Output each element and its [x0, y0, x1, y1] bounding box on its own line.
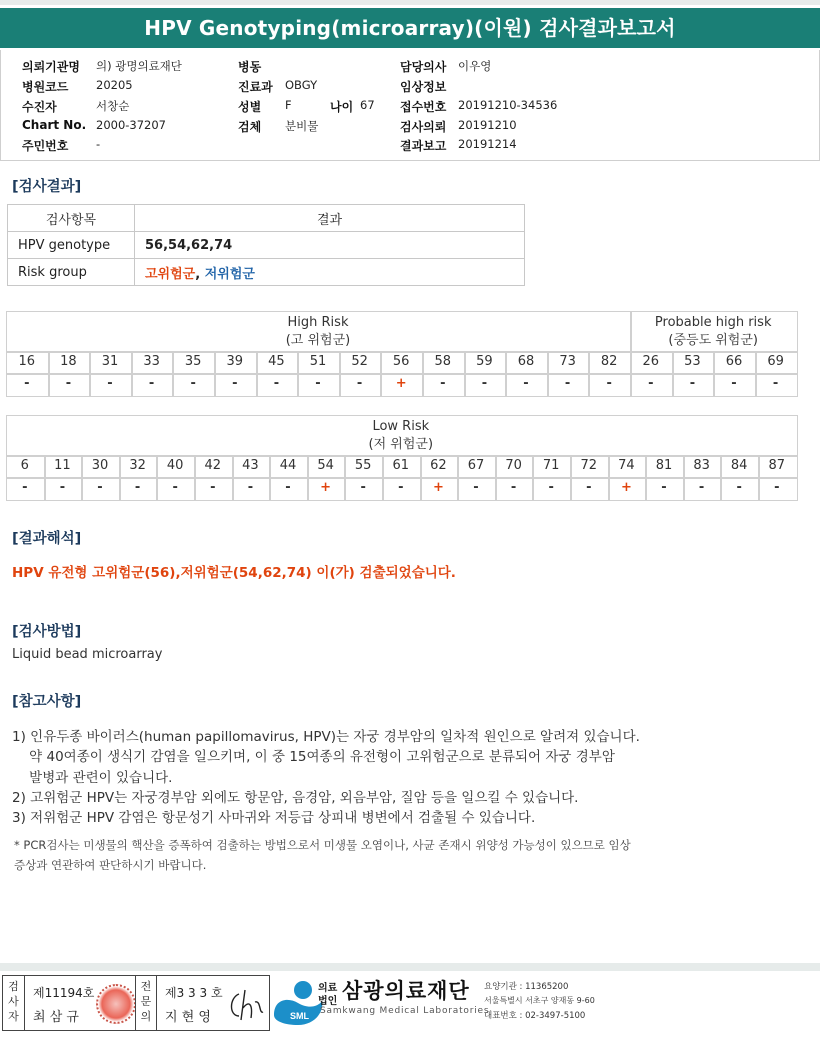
genotype-type: 31 [101, 354, 119, 369]
info-value: 67 [360, 98, 375, 112]
specialist-label: 전문의 [135, 976, 157, 1030]
seal-stamp [96, 984, 136, 1024]
info-value: 이우영 [458, 59, 492, 73]
genotype-result-negative: - [134, 480, 141, 495]
info-value: 2000-37207 [96, 118, 166, 132]
genotype-result-negative: - [148, 376, 155, 391]
genotype-result-negative: - [648, 376, 654, 391]
genotype-type: 72 [580, 458, 598, 473]
genotype-type: 58 [434, 354, 452, 369]
genotype-type: 35 [184, 354, 202, 369]
genotype-result-negative: - [523, 376, 529, 391]
info-value: 서창순 [96, 99, 130, 113]
genotype-type: 71 [542, 458, 560, 473]
info-label: 의뢰기관명 [22, 60, 80, 74]
bottom-rule [0, 963, 820, 971]
reference-note: 3) 저위험군 HPV 감염은 항문성기 사마귀와 저등급 상피내 병변에서 검출될 수 있습니다. [12, 810, 536, 826]
grid-group-title: Probable high risk [654, 315, 772, 330]
info-value: 20205 [96, 78, 133, 92]
genotype-result-negative: - [97, 480, 103, 495]
genotype-type: 42 [204, 458, 222, 473]
agency-number: 요양기관 : 11365200 [484, 982, 569, 992]
risk-low-label: 저위험군 [204, 266, 255, 282]
specialist-license: 제3 3 3 호 [165, 986, 223, 1000]
info-label: 임상정보 [400, 80, 447, 94]
genotype-type: 53 [684, 354, 701, 369]
genotype-type: 56 [392, 354, 410, 369]
signature-box [2, 975, 270, 1031]
info-value: 20191214 [458, 137, 517, 151]
institution-address: 서울특별시 서초구 양재동 9-60 [484, 996, 595, 1005]
genotype-result-negative: - [548, 480, 554, 495]
report-title: HPV Genotyping(microarray)(이원) 검사결과보고서 [0, 8, 820, 48]
genotype-type: 54 [317, 458, 334, 473]
method-text: Liquid bead microarray [12, 647, 163, 662]
risk-separator: , [195, 266, 205, 282]
genotype-type: 32 [129, 458, 146, 473]
genotype-type: 45 [268, 354, 285, 369]
genotype-type: 30 [91, 458, 109, 473]
table-row [8, 232, 525, 259]
genotype-type: 61 [392, 458, 410, 473]
info-label: 검사의뢰 [400, 120, 447, 134]
genotype-type: 70 [505, 458, 522, 473]
table-header-result: 결과 [135, 205, 525, 232]
footnote: 증상과 연관하여 판단하시기 바랍니다. [14, 858, 207, 872]
genotype-result-negative: - [59, 480, 66, 495]
reference-note: 1) 인유두종 바이러스(human papillomavirus, HPV)는 자궁 경부암의 일차적 원인으로 알려져 있습니다. [12, 729, 640, 745]
genotype-type: 87 [768, 458, 786, 473]
grid-group-subtitle: (저 위험군) [368, 437, 434, 452]
table-header-row [8, 205, 525, 232]
info-label: 병원코드 [22, 80, 69, 94]
top-rule [0, 0, 820, 5]
specialist-name: 지 현 영 [165, 1010, 211, 1025]
genotype-result-negative: - [285, 480, 291, 495]
genotype-result-negative: - [315, 376, 321, 391]
info-value: - [96, 137, 101, 151]
grid-group-title: High Risk [287, 315, 349, 330]
genotype-type: 67 [467, 458, 485, 473]
genotype-result-negative: - [232, 376, 238, 391]
genotype-type: 68 [517, 354, 535, 369]
table-cell-genotype: 56,54,62,74 [135, 232, 525, 259]
genotype-result-positive: + [620, 480, 632, 495]
genotype-type: 51 [309, 354, 327, 369]
genotype-type: 16 [18, 354, 36, 369]
genotype-type: 44 [279, 458, 297, 473]
institution-phone: 대표번호 : 02-3497-5100 [484, 1011, 586, 1021]
svg-text:SML: SML [290, 1011, 309, 1021]
genotype-result-negative: - [606, 376, 612, 391]
genotype-result-positive: + [320, 480, 332, 495]
section-title-reference: [참고사항] [12, 694, 82, 710]
section-title-method: [검사방법] [12, 624, 82, 640]
interpretation-text: HPV 유전형 고위험군(56),저위험군(54,62,74) 이(가) 검출되었습니다. [12, 565, 456, 581]
genotype-result-negative: - [510, 480, 517, 495]
genotype-result-negative: - [481, 376, 488, 391]
info-label: 검체 [238, 120, 262, 134]
info-value: 20191210-34536 [458, 98, 558, 112]
genotype-type: 84 [730, 458, 748, 473]
genotype-result-negative: - [356, 376, 363, 391]
genotype-type: 43 [242, 458, 259, 473]
genotype-type: 73 [559, 354, 576, 369]
info-value: 의) 광명의료재단 [96, 59, 182, 73]
genotype-result-negative: - [473, 480, 479, 495]
info-label: Chart No. [22, 118, 87, 132]
genotype-result-negative: - [564, 376, 571, 391]
genotype-type: 52 [351, 354, 368, 369]
info-label: 주민번호 [22, 139, 69, 153]
genotype-result-negative: - [24, 376, 30, 391]
info-value: F [285, 98, 292, 112]
section-title-result: [검사결과] [12, 179, 82, 195]
info-value: 분비물 [285, 119, 319, 133]
genotype-type: 39 [226, 354, 244, 369]
result-table [7, 204, 525, 286]
genotype-result-negative: - [586, 480, 592, 495]
genotype-result-negative: - [107, 376, 113, 391]
info-value: 20191210 [458, 118, 517, 132]
examiner-name: 최 삼 규 [33, 1010, 79, 1025]
genotype-type: 62 [430, 458, 447, 473]
examiner-label: 검사자 [3, 976, 25, 1030]
info-label: 수진자 [22, 100, 57, 114]
genotype-type: 55 [354, 458, 372, 473]
corp-type: 법인 [318, 996, 338, 1007]
genotype-result-negative: - [360, 480, 366, 495]
risk-high-label: 고위험군 [145, 266, 196, 282]
handwritten-signature [225, 982, 265, 1024]
info-label: 접수번호 [400, 100, 447, 114]
info-label: 성별 [238, 100, 262, 114]
genotype-result-negative: - [774, 480, 780, 495]
genotype-type: 69 [767, 354, 784, 369]
info-value: OBGY [285, 78, 318, 92]
genotype-type: 59 [476, 354, 493, 369]
genotype-type: 33 [143, 354, 160, 369]
table-row [8, 259, 525, 286]
institution-name-en: Samkwang Medical Laboratories [320, 1006, 490, 1016]
info-label: 진료과 [238, 80, 273, 94]
genotype-result-negative: - [247, 480, 254, 495]
info-label: 나이 [330, 100, 354, 114]
section-title-interpretation: [결과해석] [12, 531, 82, 547]
genotype-type: 66 [725, 354, 743, 369]
genotype-result-negative: - [273, 376, 280, 391]
genotype-result-negative: - [736, 480, 742, 495]
table-cell-item: Risk group [8, 259, 135, 286]
genotype-result-negative: - [210, 480, 216, 495]
reference-note: 발병과 관련이 있습니다. [12, 770, 173, 786]
genotype-type: 11 [54, 458, 71, 473]
genotype-result-negative: - [731, 376, 737, 391]
info-label: 병동 [238, 60, 262, 74]
genotype-result-negative: - [698, 480, 705, 495]
genotype-result-negative: - [65, 376, 72, 391]
grid-group-subtitle: (중등도 위험군) [668, 333, 758, 348]
genotype-result-negative: - [772, 376, 779, 391]
info-label: 결과보고 [400, 139, 447, 153]
footnote: * PCR검사는 미생물의 핵산을 증폭하여 검출하는 방법으로서 미생물 오염이나, 사균 존재시 위양성 가능성이 있으므로 임상 [14, 838, 631, 852]
grid-group-subtitle: (고 위험군) [285, 333, 351, 348]
genotype-result-positive: + [395, 376, 407, 391]
info-label: 담당의사 [400, 60, 447, 74]
reference-note: 2) 고위험군 HPV는 자궁경부암 외에도 항문암, 음경암, 외음부암, 질암 등을 일으킬 수 있습니다. [12, 790, 579, 806]
table-header-item: 검사항목 [8, 205, 135, 232]
genotype-result-negative: - [398, 480, 404, 495]
genotype-result-negative: - [689, 376, 696, 391]
genotype-result-negative: - [190, 376, 196, 391]
genotype-type: 81 [655, 458, 673, 473]
genotype-type: 18 [60, 354, 77, 369]
genotype-result-negative: - [22, 480, 28, 495]
genotype-result-negative: - [440, 376, 446, 391]
genotype-result-negative: - [661, 480, 667, 495]
genotype-type: 40 [166, 458, 184, 473]
reference-note: 약 40여종이 생식기 감염을 일으키며, 이 중 15여종의 유전형이 고위험군으로 분류되어 자궁 경부암 [12, 749, 615, 765]
genotype-type: 83 [693, 458, 710, 473]
genotype-type: 6 [20, 458, 29, 473]
table-cell-risk-group [135, 259, 525, 286]
genotype-type: 74 [618, 458, 635, 473]
grid-group-title: Low Risk [372, 419, 430, 434]
institution-name: 삼광의료재단 [342, 979, 470, 1003]
genotype-result-positive: + [432, 480, 444, 495]
genotype-result-negative: - [172, 480, 178, 495]
genotype-type: 26 [642, 354, 660, 369]
genotype-type: 82 [600, 354, 618, 369]
table-cell-item: HPV genotype [8, 232, 135, 259]
corp-type: 의료 [318, 983, 338, 994]
examiner-license: 제11194호 [33, 986, 95, 1000]
